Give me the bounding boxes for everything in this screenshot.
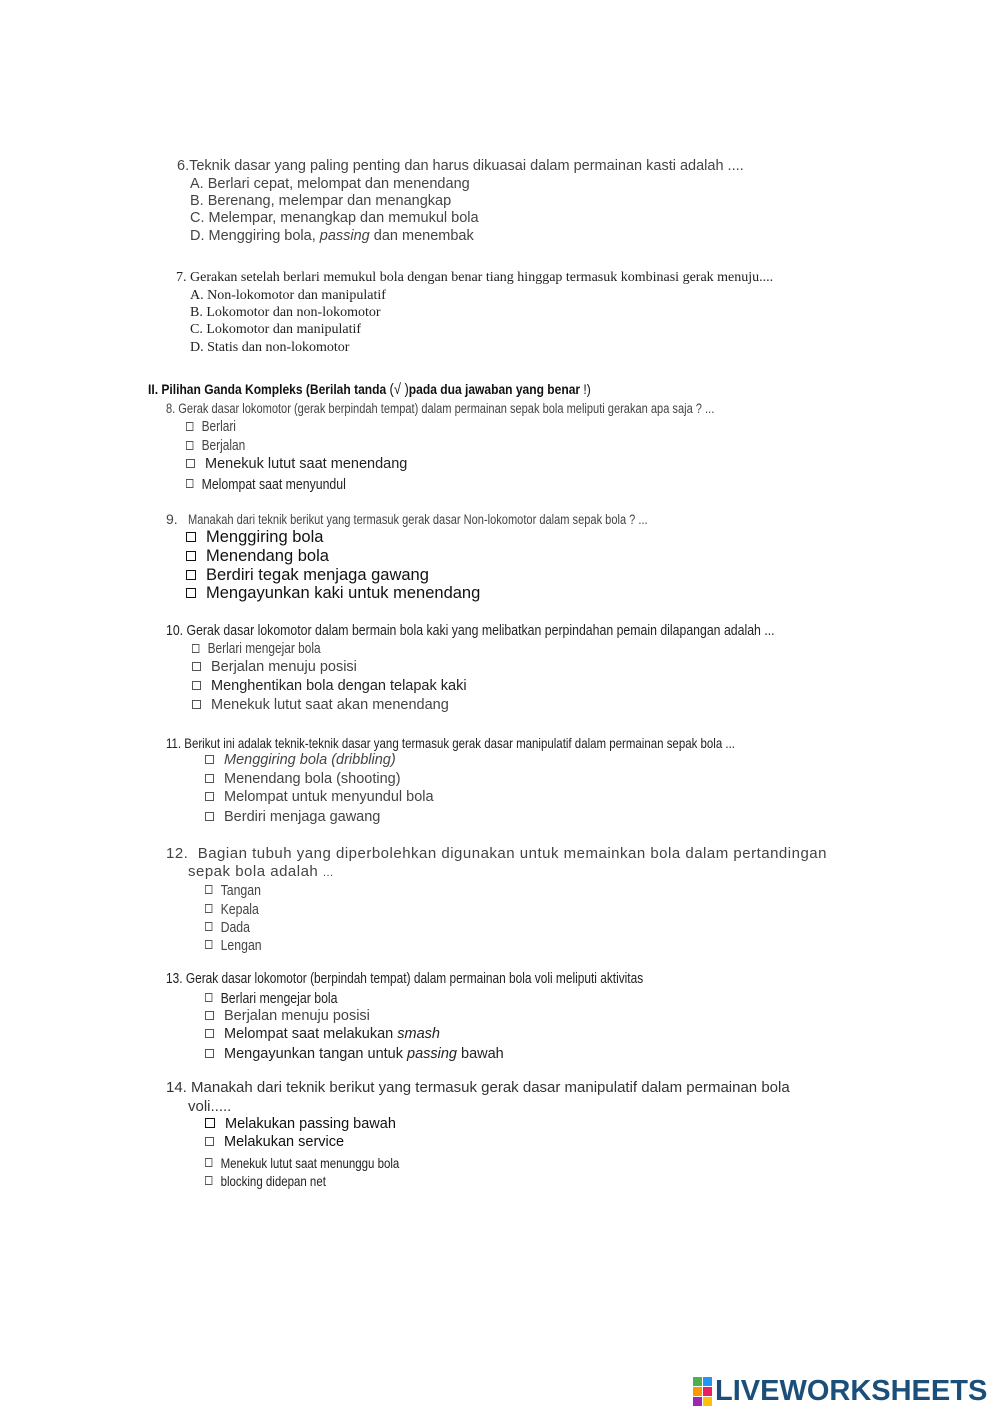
q14-option-1-label: Melakukan passing bawah bbox=[225, 1116, 396, 1132]
q13-option-4-prefix: Mengayunkan tangan untuk bbox=[224, 1046, 407, 1062]
liveworksheets-logo-icon bbox=[693, 1377, 712, 1406]
q6-stem: 6.Teknik dasar yang paling penting dan harus dikuasai dalam permainan kasti adalah .... bbox=[177, 158, 744, 174]
checkbox[interactable] bbox=[186, 422, 193, 431]
q11-option-2-label: Menendang bola (shooting) bbox=[224, 771, 401, 787]
q13-option-2-label: Berjalan menuju posisi bbox=[224, 1008, 370, 1024]
q9-option-4-label: Mengayunkan kaki untuk menendang bbox=[206, 584, 481, 602]
q13-option-3-prefix: Melompat saat melakukan bbox=[224, 1026, 398, 1042]
q12-option-1-label: Tangan bbox=[220, 882, 261, 899]
q10-option-2[interactable] bbox=[192, 659, 357, 675]
q12-line-1: Bagian tubuh yang diperbolehkan digunakan untuk memainkan bola dalam pertandingan bbox=[197, 845, 827, 862]
checkbox[interactable] bbox=[186, 532, 196, 542]
q7-number: 7. bbox=[176, 270, 187, 285]
q12-option-1[interactable] bbox=[205, 882, 261, 899]
checkbox[interactable] bbox=[205, 940, 212, 949]
checkbox[interactable] bbox=[205, 1158, 212, 1167]
section-2-numeral: II. bbox=[148, 381, 159, 397]
q14-option-4[interactable] bbox=[205, 1173, 326, 1189]
q7-option-a[interactable]: A. Non-lokomotor dan manipulatif bbox=[190, 288, 386, 303]
q6-option-a[interactable]: A. Berlari cepat, melompat dan menendang bbox=[190, 176, 470, 192]
q11-option-1[interactable] bbox=[205, 752, 396, 768]
checkbox[interactable] bbox=[205, 774, 214, 783]
q14-option-4-label: blocking didepan net bbox=[220, 1173, 326, 1189]
q6-d-prefix: D. Menggiring bola, bbox=[190, 228, 320, 244]
section-2-close: !) bbox=[583, 381, 591, 397]
checkbox[interactable] bbox=[186, 570, 196, 580]
q10-stem: 10. Gerak dasar lokomotor dalam bermain bola kaki yang melibatkan perpindahan pemain dilapangan adalah ... bbox=[166, 622, 775, 639]
q11-option-3-label: Melompat untuk menyundul bola bbox=[224, 789, 434, 805]
q13-option-4-italic: passing bbox=[407, 1046, 457, 1062]
q10-option-4[interactable] bbox=[192, 697, 449, 713]
q12-option-2[interactable] bbox=[205, 901, 259, 918]
q9-option-4[interactable] bbox=[186, 584, 480, 603]
q13-option-2[interactable] bbox=[205, 1008, 370, 1024]
q13-option-1-label: Berlari mengejar bola bbox=[220, 990, 338, 1007]
q12-option-4[interactable] bbox=[205, 937, 262, 954]
checkbox[interactable] bbox=[205, 1011, 214, 1020]
liveworksheets-logo[interactable] bbox=[693, 1375, 987, 1408]
q14-option-3-label: Menekuk lutut saat menunggu bola bbox=[220, 1155, 400, 1171]
q6-option-b[interactable]: B. Berenang, melempar dan menangkap bbox=[190, 193, 452, 209]
checkbox[interactable] bbox=[205, 812, 214, 821]
section-2-heading bbox=[148, 381, 591, 398]
q14-option-3[interactable] bbox=[205, 1155, 399, 1171]
q9-option-1-label: Menggiring bola bbox=[206, 528, 324, 546]
q9-option-2[interactable] bbox=[186, 547, 329, 566]
q11-option-4-label: Berdiri menjaga gawang bbox=[224, 809, 381, 825]
q13-stem: 13. Gerak dasar lokomotor (berpindah tempat) dalam permainan bola voli meliputi aktivitas bbox=[166, 971, 644, 987]
q8-option-2[interactable] bbox=[186, 438, 245, 454]
section-2-tail: pada dua jawaban yang benar bbox=[408, 381, 581, 397]
q8-option-3-label: Menekuk lutut saat menendang bbox=[205, 456, 408, 472]
q13-option-3-label bbox=[224, 1026, 440, 1042]
q9-option-3-label: Berdiri tegak menjaga gawang bbox=[206, 566, 429, 584]
checkbox[interactable] bbox=[186, 479, 193, 488]
q13-option-3[interactable] bbox=[205, 1026, 440, 1042]
checkbox[interactable] bbox=[205, 755, 214, 764]
q12-number: 12. bbox=[166, 845, 189, 862]
q9-stem: Manakah dari teknik berikut yang termasuk gerak dasar Non-lokomotor dalam sepak bola ? ... bbox=[188, 512, 648, 527]
q14-option-1[interactable] bbox=[205, 1116, 396, 1132]
q7-stem bbox=[176, 270, 773, 286]
section-2-title: Pilihan Ganda Kompleks (Berilah tanda bbox=[161, 381, 387, 397]
q10-option-4-label: Menekuk lutut saat akan menendang bbox=[211, 697, 449, 713]
q14-option-2[interactable] bbox=[205, 1134, 344, 1150]
checkbox[interactable] bbox=[205, 922, 212, 931]
q8-stem: 8. Gerak dasar lokomotor (gerak berpindah tempat) dalam permainan sepak bola meliputi gerakan apa saja ? ... bbox=[166, 401, 715, 416]
q11-option-2[interactable] bbox=[205, 771, 401, 787]
checkbox[interactable] bbox=[205, 1176, 212, 1185]
q7-option-d[interactable]: D. Statis dan non-lokomotor bbox=[190, 340, 350, 355]
q14-stem-line-1: 14. Manakah dari teknik berikut yang termasuk gerak dasar manipulatif dalam permainan bola bbox=[166, 1079, 790, 1096]
q8-option-4[interactable] bbox=[186, 476, 346, 493]
q7-option-b[interactable]: B. Lokomotor dan non-lokomotor bbox=[190, 305, 381, 320]
checkbox[interactable] bbox=[186, 588, 196, 598]
q10-option-1-label: Berlari mengejar bola bbox=[207, 641, 321, 657]
q12-option-3-label: Dada bbox=[220, 919, 250, 936]
q8-option-4-label: Melompat saat menyundul bbox=[201, 476, 346, 493]
q8-option-1-label: Berlari bbox=[201, 419, 236, 435]
q12-option-4-label: Lengan bbox=[220, 937, 262, 954]
checkbox[interactable] bbox=[205, 1137, 214, 1146]
checkbox[interactable] bbox=[205, 885, 212, 894]
q11-option-1-label: Menggiring bola (dribbling) bbox=[224, 752, 396, 768]
q10-option-3-label: Menghentikan bola dengan telapak kaki bbox=[211, 678, 467, 694]
q12-stem-line-2 bbox=[188, 863, 334, 880]
q9-option-2-label: Menendang bola bbox=[206, 547, 329, 565]
q6-option-d[interactable] bbox=[190, 228, 474, 244]
checkbox[interactable] bbox=[205, 904, 212, 913]
q14-stem-line-2: voli..... bbox=[188, 1098, 232, 1115]
checkbox[interactable] bbox=[192, 662, 201, 671]
q8-option-2-label: Berjalan bbox=[201, 438, 246, 454]
q13-option-3-italic: smash bbox=[397, 1026, 440, 1042]
checkbox[interactable] bbox=[186, 459, 195, 468]
q12-stem-line-1 bbox=[166, 845, 827, 862]
q11-option-3[interactable] bbox=[205, 789, 434, 805]
q6-d-suffix: dan menembak bbox=[369, 228, 474, 244]
checkbox[interactable] bbox=[186, 441, 193, 450]
q9-number: 9. bbox=[166, 511, 178, 527]
q13-option-4[interactable] bbox=[205, 1046, 504, 1062]
q12-line-2: sepak bola adalah bbox=[188, 863, 319, 880]
q7-text: Gerakan setelah berlari memukul bola dengan benar tiang hinggap termasuk kombinasi gerak menuju.... bbox=[190, 270, 774, 285]
q14-option-2-label: Melakukan service bbox=[224, 1134, 345, 1150]
checkbox[interactable] bbox=[205, 1118, 215, 1128]
q8-option-1[interactable] bbox=[186, 419, 236, 435]
checkbox[interactable] bbox=[205, 1029, 214, 1038]
q11-stem: 11. Berikut ini adalak teknik-teknik dasar yang termasuk gerak dasar manipulatif dalam permainan sepak bola ... bbox=[166, 735, 735, 751]
logo-text: LIVEWORKSHEETS bbox=[715, 1375, 988, 1407]
checkbox[interactable] bbox=[192, 644, 199, 653]
q13-option-4-label bbox=[224, 1046, 504, 1062]
section-2-checkmark: (√ ) bbox=[389, 381, 409, 398]
checkbox[interactable] bbox=[192, 700, 201, 709]
q9-option-3[interactable] bbox=[186, 566, 429, 585]
q12-option-2-label: Kepala bbox=[220, 901, 259, 918]
q8-option-3[interactable] bbox=[186, 456, 407, 472]
q13-option-1[interactable] bbox=[205, 990, 337, 1007]
checkbox[interactable] bbox=[205, 792, 214, 801]
q12-ellipsis: ... bbox=[322, 867, 334, 879]
q13-option-4-suffix: bawah bbox=[456, 1046, 504, 1062]
q10-option-2-label: Berjalan menuju posisi bbox=[211, 659, 357, 675]
q10-option-3[interactable] bbox=[192, 678, 467, 694]
q7-option-c[interactable]: C. Lokomotor dan manipulatif bbox=[190, 322, 362, 337]
checkbox[interactable] bbox=[205, 1049, 214, 1058]
q6-option-c[interactable]: C. Melempar, menangkap dan memukul bola bbox=[190, 210, 479, 226]
q9-option-1[interactable] bbox=[186, 528, 323, 547]
checkbox[interactable] bbox=[192, 681, 201, 690]
checkbox[interactable] bbox=[205, 993, 212, 1002]
q11-option-4[interactable] bbox=[205, 809, 380, 825]
checkbox[interactable] bbox=[186, 551, 196, 561]
q6-d-italic: passing bbox=[319, 228, 370, 244]
q12-option-3[interactable] bbox=[205, 919, 250, 936]
q10-option-1[interactable] bbox=[192, 641, 321, 657]
